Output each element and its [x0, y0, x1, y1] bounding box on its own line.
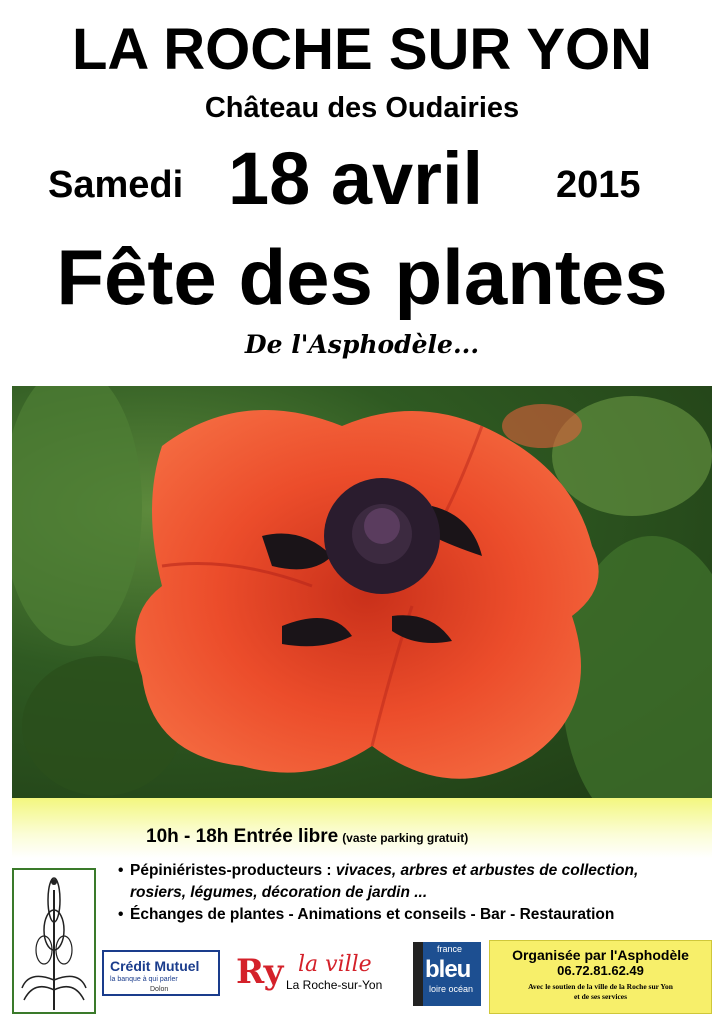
- feature-details-continued: rosiers, légumes, décoration de jardin ...: [130, 884, 428, 901]
- poppy-illustration: [12, 386, 712, 798]
- ville-town: La Roche-sur-Yon: [286, 978, 383, 992]
- organizer-title: Organisée par l'Asphodèle: [512, 947, 689, 963]
- city-title: LA ROCHE SUR YON: [71, 17, 653, 82]
- support-line-2: et de ses services: [573, 992, 628, 1001]
- date-row: [0, 134, 724, 224]
- ville-mark: Ry: [236, 952, 284, 992]
- feature-label: Échanges de plantes - Animations et conseils - Bar - Restauration: [130, 906, 615, 923]
- date-day: Samedi: [48, 164, 184, 206]
- feature-item: [118, 904, 708, 926]
- bullet-icon: •: [118, 862, 124, 879]
- ville-logo: [236, 952, 400, 998]
- credit-mutuel-name: Crédit Mutuel: [110, 958, 200, 974]
- feature-details: vivaces, arbres et arbustes de collection,: [335, 862, 639, 879]
- credit-mutuel-tagline: la banque à qui parler: [110, 976, 178, 983]
- event-title: Fête des plantes: [56, 233, 668, 321]
- hours-text: 10h - 18h Entrée libre: [146, 826, 339, 847]
- france-bleu-logo: [413, 942, 481, 1006]
- france-bleu-top: france: [437, 944, 463, 954]
- parking-note: (vaste parking gratuit): [342, 831, 469, 845]
- venue-title: Château des Oudairies: [204, 92, 520, 124]
- feature-label: Pépiniéristes-producteurs :: [130, 862, 332, 879]
- date-year: 2015: [556, 164, 641, 206]
- feature-list: [118, 860, 708, 926]
- credit-mutuel-location: Dolon: [150, 986, 169, 993]
- bullet-icon: •: [118, 906, 124, 923]
- france-bleu-bottom: loire océan: [429, 984, 474, 994]
- poppy-photo: [12, 386, 712, 798]
- opening-hours: [146, 826, 468, 848]
- event-subtitle: De l'Asphodèle...: [244, 330, 480, 359]
- asphodel-icon: [14, 870, 94, 1012]
- feature-item: [118, 860, 708, 904]
- date-main: 18 avril: [228, 137, 484, 220]
- organizer-box: [489, 940, 712, 1014]
- organizer-phone: 06.72.81.62.49: [557, 963, 644, 978]
- asphodele-plant-logo: [12, 868, 96, 1014]
- france-bleu-middle: bleu: [425, 956, 471, 983]
- organizer-support: [490, 982, 711, 1002]
- ville-name: la ville: [298, 952, 372, 977]
- support-line-1: Avec le soutien de la ville de la Roche sur Yon: [528, 982, 673, 991]
- credit-mutuel-logo: [102, 950, 220, 996]
